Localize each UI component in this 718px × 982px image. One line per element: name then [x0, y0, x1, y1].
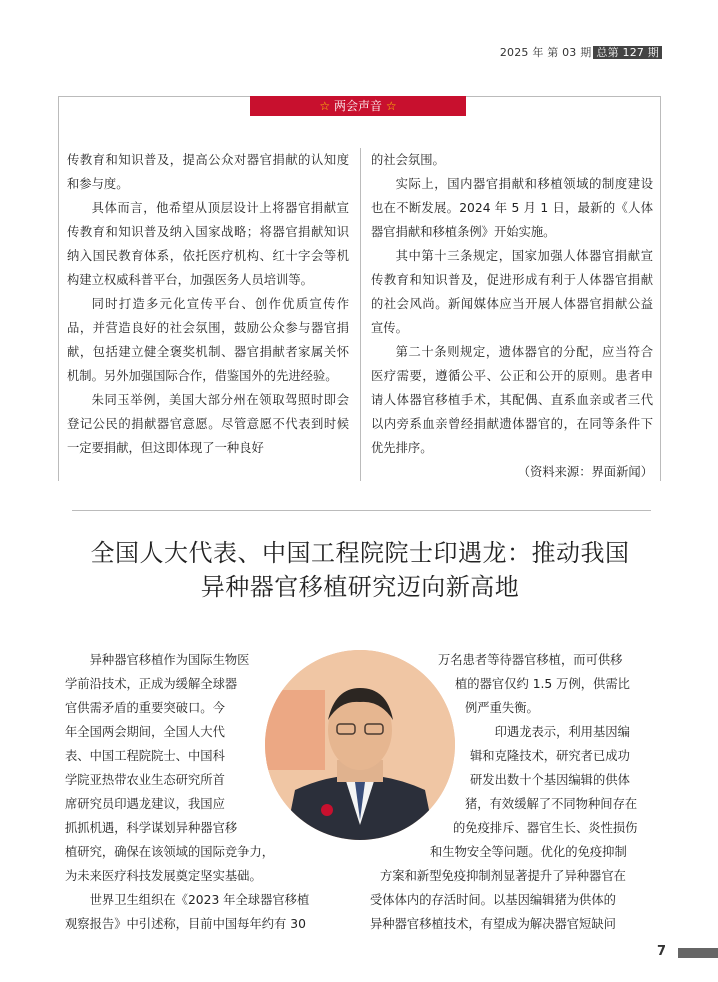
text-line: 植的器官仅约 1.5 万例，供需比: [455, 677, 630, 691]
page-marker-bar: [678, 948, 718, 958]
text-line: 异种器官移植作为国际生物医: [65, 653, 250, 667]
paragraph: 实际上，国内器官捐献和移植领域的制度建设也在不断发展。2024 年 5 月 1 日，最新的《人体器官捐献和移植条例》开始实施。: [371, 177, 653, 239]
source-note: （资料来源：界面新闻）: [517, 465, 653, 479]
text-line: 学前沿技术，正成为缓解全球器: [65, 677, 238, 691]
text-line: 猪，有效缓解了不同物种间存在: [465, 797, 638, 811]
title-line: 全国人大代表、中国工程院院士印遇龙：推动我国: [90, 539, 630, 567]
text-line: 受体体内的存活时间。以基因编辑猪为供体的: [370, 893, 616, 907]
text-line: 世界卫生组织在《2023 年全球器官移植: [65, 893, 310, 907]
paragraph: 同时打造多元化宣传平台、创作优质宣传作品，并营造良好的社会氛围，鼓励公众参与器官捐献，包括建立健全褒奖机制、器官捐献者家属关怀机制。另外加强国际合作，借鉴国外的先进经验。: [67, 297, 349, 383]
text-line: 的免疫排斥、器官生长、炎性损伤: [453, 821, 638, 835]
text-line: 万名患者等待器官移植，而可供移: [438, 653, 623, 667]
section-divider: [72, 510, 651, 511]
paragraph: 其中第十三条规定，国家加强人体器官捐献宣传教育和知识普及，促进形成有利于人体器官捐献的社会风尚。新闻媒体应当开展人体器官捐献公益宣传。: [371, 249, 653, 335]
text-line: 官供需矛盾的重要突破口。今: [65, 701, 225, 715]
text-line: 表、中国工程院院士、中国科: [65, 749, 225, 763]
text-line: 年全国两会期间，全国人大代: [65, 725, 225, 739]
right-column: [371, 148, 653, 484]
text-line: 辑和克隆技术，研究者已成功: [470, 749, 630, 763]
total-issue-badge: 总第 127 期: [593, 46, 662, 59]
paragraph: 朱同玉举例，美国大部分州在领取驾照时即会登记公民的捐献器官意愿。尽管意愿不代表到时候一定要捐献，但这即体现了一种良好: [67, 393, 349, 455]
star-icon: ☆: [319, 99, 331, 113]
text-line: 异种器官移植技术，有望成为解决器官短缺问: [370, 917, 616, 931]
portrait-illustration: [265, 650, 455, 840]
section-banner: [250, 96, 466, 116]
text-line: 例严重失衡。: [465, 701, 539, 715]
text-line: 抓抓机遇，科学谋划异种器官移: [65, 821, 238, 835]
left-column: [67, 148, 349, 460]
text-line: 植研究，确保在该领域的国际竞争力，: [65, 845, 275, 859]
text-line: 为未来医疗科技发展奠定坚实基础。: [65, 869, 262, 883]
section-banner-label: 两会声音: [333, 99, 382, 113]
text-line: 研发出数十个基因编辑的供体: [470, 773, 630, 787]
text-line: 席研究员印遇龙建议，我国应: [65, 797, 225, 811]
issue-label: [500, 44, 662, 60]
text-line: 方案和新型免疫抑制剂显著提升了异种器官在: [380, 869, 626, 883]
text-line: 和生物安全等问题。优化的免疫抑制: [430, 845, 627, 859]
paragraph: 具体而言，他希望从顶层设计上将器官捐献宣传教育和知识普及纳入国家战略；将器官捐献知识纳入国民教育体系，依托医疗机构、红十字会等机构建立权威科普平台，加强医务人员培训等。: [67, 201, 349, 287]
portrait-photo: [265, 650, 455, 840]
page-number: 7: [656, 944, 666, 959]
title-line: 异种器官移植研究迈向新高地: [200, 573, 520, 601]
issue-number: 2025 年 第 03 期: [499, 46, 592, 59]
paragraph: 第二十条则规定，遗体器官的分配，应当符合医疗需要，遵循公平、公正和公开的原则。患者申请人体器官移植手术，其配偶、直系血亲或者三代以内旁系血亲曾经捐献遗体器官的，在同等条件下优先排序。: [371, 345, 653, 455]
text-line: 学院亚热带农业生态研究所首: [65, 773, 225, 787]
text-line: 印遇龙表示，利用基因编: [470, 725, 630, 739]
paragraph: 的社会氛围。: [371, 153, 445, 167]
article-title: [60, 536, 660, 604]
column-divider: [360, 148, 361, 481]
star-icon: ☆: [385, 99, 397, 113]
paragraph: 传教育和知识普及，提高公众对器官捐献的认知度和参与度。: [67, 153, 349, 191]
text-line: 观察报告》中引述称，目前中国每年约有 30: [65, 917, 306, 931]
